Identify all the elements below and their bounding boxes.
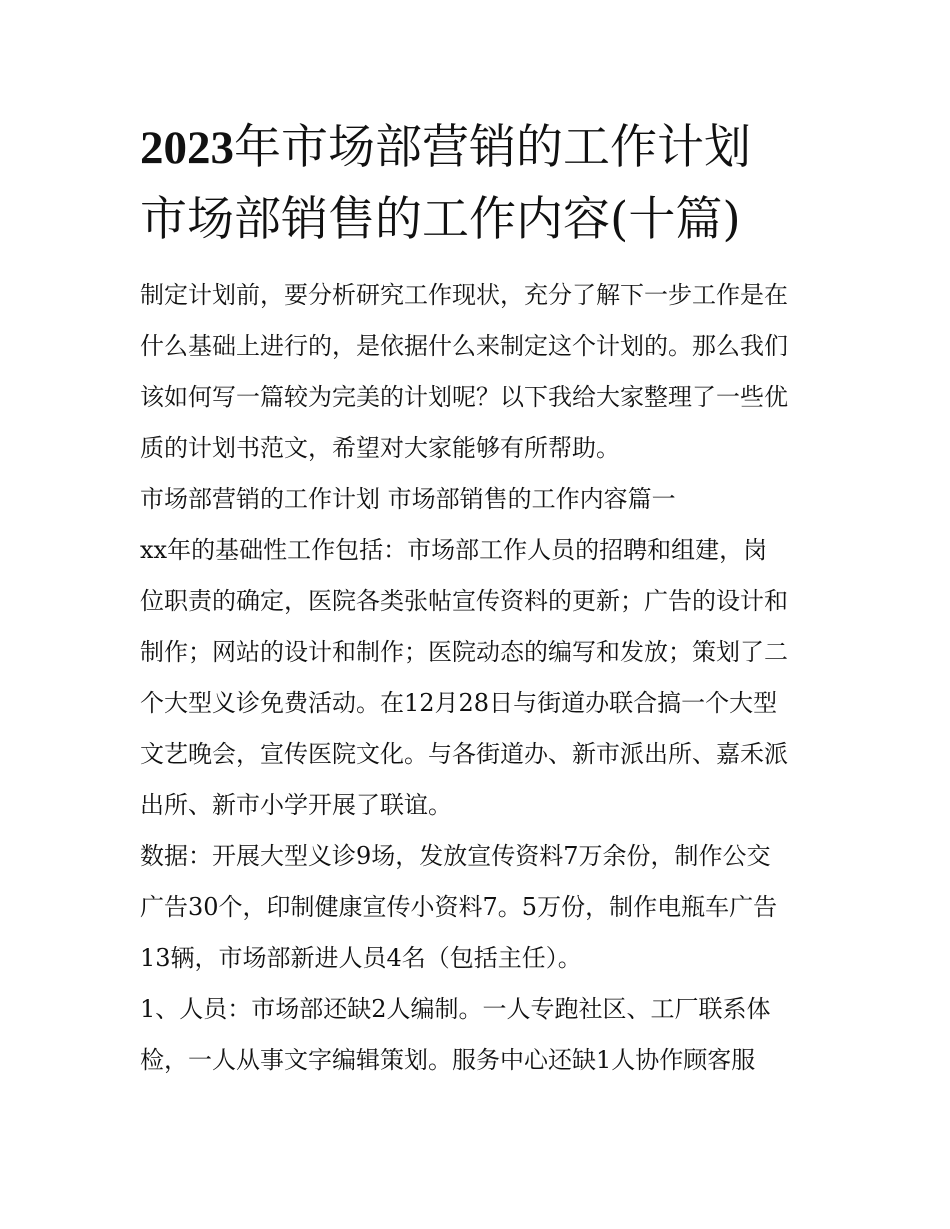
text-line: 个大型义诊免费活动。在12月28日与街道办联合搞一个大型: [140, 689, 778, 717]
text-line: 1、人员：市场部还缺2人编制。一人专跑社区、工厂联系体: [140, 995, 771, 1023]
text-line: 位职责的确定，医院各类张帖宣传资料的更新；广告的设计和: [140, 587, 788, 615]
text-line: 出所、新市小学开展了联谊。: [140, 791, 452, 819]
title-line-2: 市场部销售的工作内容(十篇): [140, 192, 741, 247]
basic-work-paragraph: [140, 525, 815, 831]
text-line: 什么基础上进行的，是依据什么来制定这个计划的。那么我们: [140, 332, 788, 360]
text-line: 文艺晚会，宣传医院文化。与各街道办、新市派出所、嘉禾派: [140, 740, 788, 768]
text-line: 制定计划前，要分析研究工作现状，充分了解下一步工作是在: [140, 281, 788, 309]
intro-paragraph: [140, 270, 815, 474]
text-line: 数据：开展大型义诊9场，发放宣传资料7万余份，制作公交: [140, 842, 771, 870]
text-line: 质的计划书范文，希望对大家能够有所帮助。: [140, 434, 620, 462]
document-body: [140, 270, 815, 1086]
title-line-1: [140, 112, 815, 184]
title-year: 2023: [140, 122, 234, 174]
document-page: [140, 112, 815, 1086]
title-line-1-text: 年市场部营销的工作计划: [234, 120, 751, 175]
text-line: 广告30个，印制健康宣传小资料7。5万份，制作电瓶车广告: [140, 893, 778, 921]
text-line: xx年的基础性工作包括：市场部工作人员的招聘和组建，岗: [140, 536, 768, 564]
data-paragraph: [140, 831, 815, 984]
section-heading: [140, 474, 815, 525]
text-line: 制作；网站的设计和制作；医院动态的编写和发放；策划了二: [140, 638, 788, 666]
text-line: 市场部营销的工作计划 市场部销售的工作内容篇一: [140, 485, 676, 513]
staffing-paragraph: [140, 984, 815, 1086]
text-line: 检，一人从事文字编辑策划。服务中心还缺1人协作顾客服: [140, 1046, 756, 1074]
text-line: 该如何写一篇较为完美的计划呢？以下我给大家整理了一些优: [140, 383, 788, 411]
text-line: 13辆，市场部新进人员4名（包括主任）。: [140, 944, 582, 972]
document-title: [140, 112, 815, 256]
